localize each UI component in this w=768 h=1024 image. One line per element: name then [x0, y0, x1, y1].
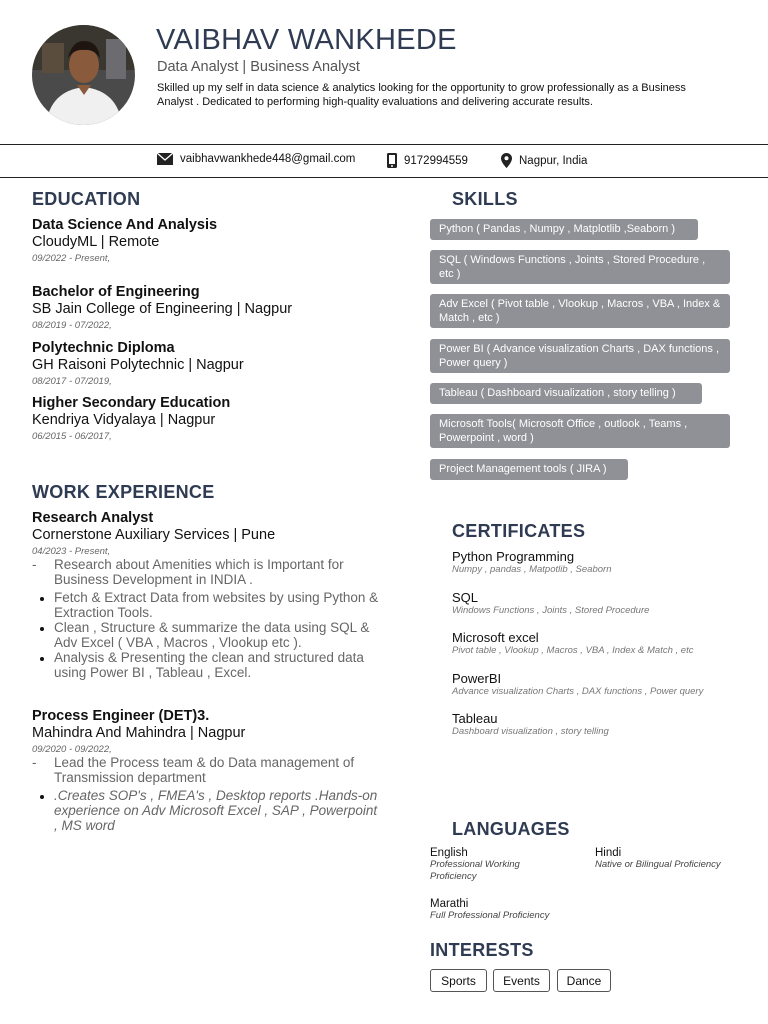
education-date: 08/2019 - 07/2022, — [32, 320, 112, 331]
education-title: Bachelor of Engineering — [32, 284, 200, 300]
education-institution: GH Raisoni Polytechnic | Nagpur — [32, 357, 244, 373]
profile-photo-icon — [32, 25, 135, 125]
job-date: 09/2020 - 09/2022, — [32, 744, 112, 755]
certificate-item — [452, 711, 609, 737]
education-date: 08/2017 - 07/2019, — [32, 376, 112, 387]
certificate-description: Dashboard visualization , story telling — [452, 726, 609, 737]
work-experience-heading: WORK EXPERIENCE — [32, 482, 215, 502]
phone-icon — [387, 153, 397, 168]
job-duty: • Clean , Structure & summarize the data using SQL & Adv Excel ( VBA , Macros , Vlookup etc ). — [54, 620, 392, 650]
contact-email[interactable] — [157, 153, 355, 165]
certificate-item — [452, 549, 611, 575]
certificate-name: Microsoft excel — [452, 630, 539, 645]
candidate-role: Data Analyst | Business Analyst — [157, 59, 360, 75]
skill-tag: Microsoft Tools( Microsoft Office , outlook , Teams , Powerpoint , word ) — [430, 414, 730, 448]
email-icon — [157, 153, 173, 165]
job-duty: - Lead the Process team & do Data management of Transmission department — [54, 755, 372, 785]
certificate-description: Advance visualization Charts , DAX functions , Power query — [452, 686, 704, 697]
education-item — [32, 284, 292, 331]
education-item — [32, 395, 230, 442]
education-title: Data Science And Analysis — [32, 217, 218, 233]
location-pin-icon — [501, 153, 512, 168]
job-duty: - Research about Amenities which is Important for Business Development in INDIA . — [54, 557, 392, 587]
interest-tag: Events — [493, 969, 550, 992]
education-institution: CloudyML | Remote — [32, 234, 160, 250]
candidate-name: VAIBHAV WANKHEDE — [156, 24, 457, 56]
certificates-heading: CERTIFICATES — [452, 521, 586, 541]
skill-tag: Power BI ( Advance visualization Charts , DAX functions , Power query ) — [430, 339, 730, 373]
email-text: vaibhavwankhede448@gmail.com — [180, 153, 356, 165]
language-item — [595, 847, 755, 871]
job-duty: • Analysis & Presenting the clean and structured data using Power BI , Tableau , Excel. — [54, 650, 392, 680]
language-name: Hindi — [595, 847, 622, 859]
profile-photo — [32, 25, 135, 125]
certificate-description: Windows Functions , Joints , Stored Procedure — [452, 605, 650, 616]
skill-tag: Adv Excel ( Pivot table , Vlookup , Macros , VBA , Index & Match , etc ) — [430, 294, 730, 328]
certificate-name: SQL — [452, 590, 479, 605]
skill-tag: Python ( Pandas , Numpy , Matplotlib ,Seaborn ) — [430, 219, 698, 240]
certificate-name: Tableau — [452, 711, 498, 726]
certificate-description: Numpy , pandas , Matpotlib , Seaborn — [452, 564, 612, 575]
education-item — [32, 340, 244, 387]
certificate-item — [452, 590, 649, 616]
education-heading: EDUCATION — [32, 189, 141, 209]
language-name: Marathi — [430, 898, 469, 910]
languages-heading: LANGUAGES — [452, 819, 570, 839]
education-institution: Kendriya Vidyalaya | Nagpur — [32, 412, 216, 428]
language-item — [430, 898, 590, 922]
certificate-description: Pivot table , Vlookup , Macros , VBA , Index & Match , etc — [452, 645, 694, 656]
profile-summary: Skilled up my self in data science & analytics looking for the opportunity to grow professionally as a Business Analyst . Dedicated to performing high-quality evaluations and delivering accurate results. — [157, 82, 686, 108]
contact-bar — [0, 144, 768, 178]
interest-tag: Dance — [557, 969, 611, 992]
interests-heading: INTERESTS — [430, 940, 534, 960]
job-company: Cornerstone Auxiliary Services | Pune — [32, 527, 276, 543]
contact-phone[interactable] — [387, 153, 468, 168]
phone-text: 9172994559 — [404, 154, 468, 167]
skill-tag: Tableau ( Dashboard visualization , story telling ) — [430, 383, 702, 404]
location-text: Nagpur, India — [519, 154, 588, 167]
job-date: 04/2023 - Present, — [32, 546, 111, 557]
job-title: Research Analyst — [32, 510, 154, 526]
language-name: English — [430, 847, 468, 859]
language-level: Full Professional Proficiency — [430, 910, 550, 921]
job-entry — [32, 510, 392, 680]
skills-heading: SKILLS — [452, 189, 518, 209]
education-institution: SB Jain College of Engineering | Nagpur — [32, 301, 293, 317]
education-title: Higher Secondary Education — [32, 395, 231, 411]
job-title: Process Engineer (DET)3. — [32, 708, 210, 724]
job-company: Mahindra And Mahindra | Nagpur — [32, 725, 246, 741]
language-level: Native or Bilingual Proficiency — [595, 859, 721, 870]
certificate-item — [452, 671, 703, 697]
contact-location — [501, 153, 587, 168]
education-title: Polytechnic Diploma — [32, 340, 175, 356]
interest-tag: Sports — [430, 969, 487, 992]
language-item — [430, 847, 570, 883]
education-date: 09/2022 - Present, — [32, 253, 111, 264]
skill-tag: Project Management tools ( JIRA ) — [430, 459, 628, 480]
certificate-item — [452, 630, 693, 656]
language-level: Professional Working Proficiency — [430, 859, 520, 882]
job-duty: • Fetch & Extract Data from websites by using Python & Extraction Tools. — [54, 590, 392, 620]
certificate-name: Python Programming — [452, 549, 575, 564]
job-duty: • .Creates SOP's , FMEA's , Desktop reports .Hands-on experience on Adv Microsoft Excel , SAP , Powerpoint , MS word — [54, 788, 384, 833]
education-item — [32, 217, 217, 264]
certificate-name: PowerBI — [452, 671, 502, 686]
education-date: 06/2015 - 06/2017, — [32, 431, 112, 442]
job-entry — [32, 708, 392, 833]
skill-tag: SQL ( Windows Functions , Joints , Stored Procedure , etc ) — [430, 250, 730, 284]
